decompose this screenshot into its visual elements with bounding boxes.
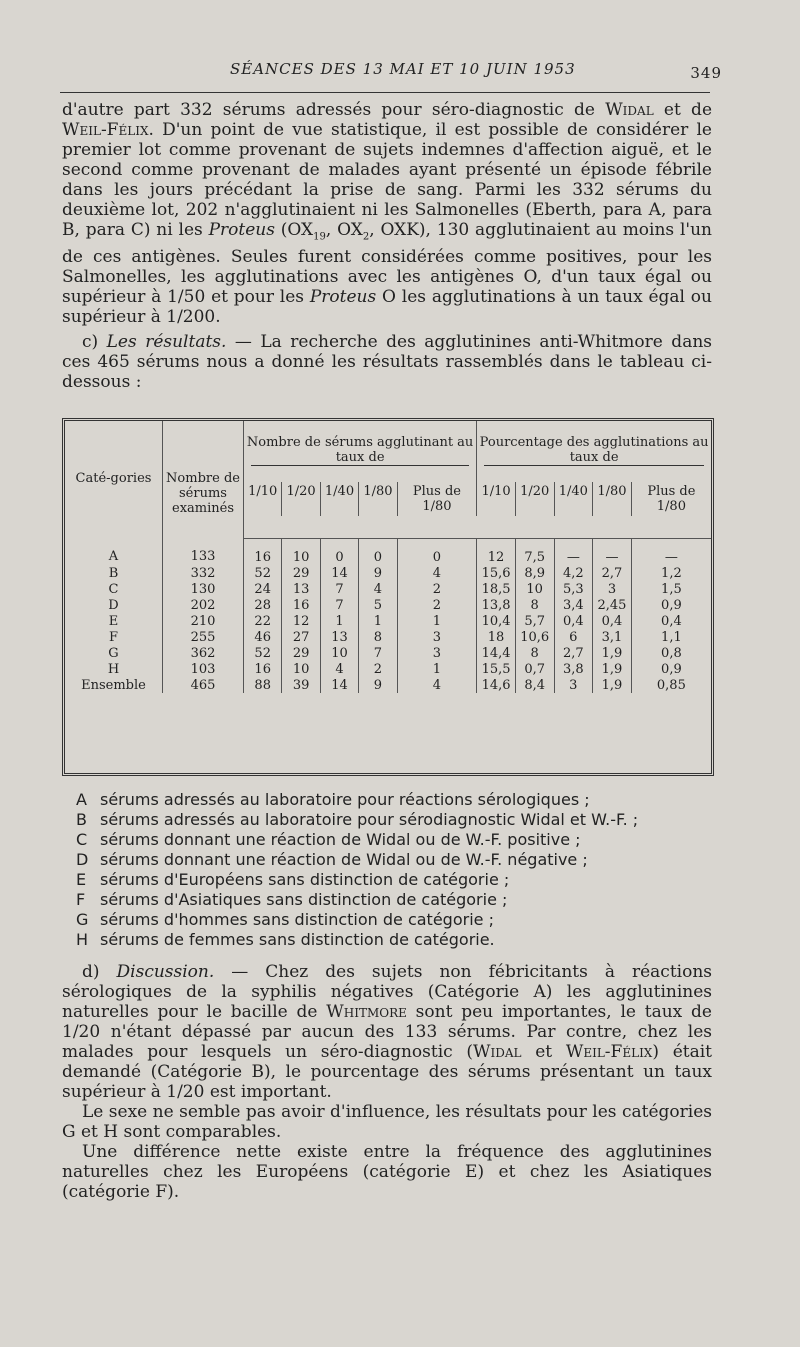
table-row <box>65 581 711 597</box>
percent-cell: 2,7 <box>554 645 593 661</box>
count-cell: 29 <box>282 565 320 581</box>
percent-cell: 10,4 <box>477 613 516 629</box>
proteus-name: Proteus <box>208 220 275 240</box>
table-row <box>65 613 711 629</box>
discussion-difference-paragraph: Une différence nette existe entre la fréquence des agglutinines naturelles chez les Européens (catégorie E) et chez les Asiatiques (catégorie F). <box>62 1142 712 1202</box>
percent-cell: 3,4 <box>554 597 593 613</box>
count-cell: 13 <box>282 581 320 597</box>
count-cell: 28 <box>244 597 282 613</box>
percent-cell: 18 <box>477 629 516 645</box>
count-cell: 27 <box>282 629 320 645</box>
percent-cell: 5,3 <box>554 581 593 597</box>
count-cell: 1 <box>397 661 477 677</box>
percent-cell: — <box>593 539 632 566</box>
count-cell: 10 <box>282 539 320 566</box>
count-cell: 10 <box>282 661 320 677</box>
percent-cell: 3 <box>554 677 593 693</box>
percent-cell: 10,6 <box>515 629 554 645</box>
percent-cell: 8 <box>515 597 554 613</box>
count-cell: 4 <box>397 565 477 581</box>
count-cell: 39 <box>282 677 320 693</box>
examined-cell: 202 <box>163 597 244 613</box>
header-percent-group-label: Pourcentage des agglutinations au taux de <box>479 435 709 465</box>
rate-header: Plus de 1/80 <box>397 482 477 516</box>
examined-cell: 133 <box>163 539 244 566</box>
count-cell: 2 <box>397 581 477 597</box>
count-cell: 88 <box>244 677 282 693</box>
header-count-group-label: Nombre de sérums agglutinant au taux de <box>246 435 474 465</box>
percent-cell: 0,9 <box>631 597 711 613</box>
count-cell: 52 <box>244 645 282 661</box>
percent-cell: 1,9 <box>593 645 632 661</box>
percent-cell: 10 <box>515 581 554 597</box>
percent-cell: 4,2 <box>554 565 593 581</box>
results-text: — La recherche des agglutinines anti-Whitmore dans ces 465 sérums nous a donné les résultats rassemblés dans le tableau ci-dessous : <box>62 332 712 392</box>
header-count-group <box>244 421 477 482</box>
examined-cell: 332 <box>163 565 244 581</box>
whitmore-name: Whitmore <box>326 1002 407 1022</box>
header-spacer <box>244 516 712 539</box>
examined-cell: 210 <box>163 613 244 629</box>
count-cell: 46 <box>244 629 282 645</box>
legend-letter: G <box>76 910 89 929</box>
examined-cell: 103 <box>163 661 244 677</box>
category-legend <box>76 790 716 950</box>
count-cell: 3 <box>397 629 477 645</box>
category-cell: E <box>108 613 119 629</box>
discussion-sex-paragraph: Le sexe ne semble pas avoir d'influence, les résultats pour les catégories G et H sont comparables. <box>62 1102 712 1142</box>
count-cell: 0 <box>359 539 397 566</box>
running-title: SÉANCES DES 13 MAI ET 10 JUIN 1953 <box>230 60 576 78</box>
percent-cell: 0,4 <box>554 613 593 629</box>
percent-cell: 6 <box>554 629 593 645</box>
results-table <box>65 421 711 693</box>
table-body <box>65 539 711 694</box>
count-cell: 16 <box>244 661 282 677</box>
legend-item <box>76 790 716 810</box>
legend-letter: B <box>76 810 87 829</box>
percent-cell: 13,8 <box>477 597 516 613</box>
legend-text: sérums donnant une réaction de Widal ou de W.-F. négative ; <box>100 850 588 869</box>
percent-group-brace <box>484 465 704 480</box>
category-cell: G <box>108 645 119 661</box>
count-cell: 12 <box>282 613 320 629</box>
table-row <box>65 565 711 581</box>
legend-item <box>76 910 716 930</box>
percent-cell: 2,7 <box>593 565 632 581</box>
count-cell: 0 <box>320 539 358 566</box>
legend-letter: E <box>76 870 87 889</box>
table-row <box>65 677 711 693</box>
legend-text: sérums d'hommes sans distinction de catégorie ; <box>100 910 494 929</box>
rate-header: Plus de 1/80 <box>631 482 711 516</box>
discussion-label: d) <box>82 962 117 982</box>
widal-name: Widal <box>473 1042 522 1062</box>
examined-cell: 362 <box>163 645 244 661</box>
count-cell: 4 <box>320 661 358 677</box>
discussion-text: ) était demandé (Catégorie B), le pourcentage des sérums présentant un taux supérieur à 1/20 est important. <box>62 1042 713 1102</box>
legend-letter: D <box>76 850 89 869</box>
percent-cell: 3,1 <box>593 629 632 645</box>
percent-cell: 14,4 <box>477 645 516 661</box>
percent-cell: 1,9 <box>593 661 632 677</box>
rate-header: 1/40 <box>554 482 593 516</box>
count-cell: 0 <box>397 539 477 566</box>
count-group-brace <box>251 465 469 480</box>
count-cell: 2 <box>359 661 397 677</box>
percent-cell: 0,9 <box>631 661 711 677</box>
count-cell: 9 <box>359 565 397 581</box>
count-cell: 8 <box>359 629 397 645</box>
percent-cell: 0,4 <box>593 613 632 629</box>
count-cell: 1 <box>359 613 397 629</box>
percent-cell: 5,7 <box>515 613 554 629</box>
discussion-text: et <box>521 1042 566 1062</box>
examined-cell: 255 <box>163 629 244 645</box>
table-row <box>65 661 711 677</box>
rate-header: 1/20 <box>515 482 554 516</box>
legend-text: sérums adressés au laboratoire pour sérodiagnostic Widal et W.-F. ; <box>100 810 639 829</box>
legend-item <box>76 810 716 830</box>
legend-text: sérums adressés au laboratoire pour réactions sérologiques ; <box>100 790 590 809</box>
percent-cell: 1,2 <box>631 565 711 581</box>
rate-header: 1/10 <box>244 482 282 516</box>
count-cell: 24 <box>244 581 282 597</box>
widal-name: Widal <box>605 100 654 120</box>
percent-cell: 8,4 <box>515 677 554 693</box>
ox19-subscript: 19 <box>313 231 326 243</box>
category-cell: H <box>107 661 120 677</box>
category-cell: Ensemble <box>81 677 146 693</box>
count-cell: 13 <box>320 629 358 645</box>
results-label: c) <box>82 332 107 352</box>
count-cell: 7 <box>320 597 358 613</box>
category-cell: A <box>108 549 119 565</box>
percent-cell: 8 <box>515 645 554 661</box>
percent-cell: 0,8 <box>631 645 711 661</box>
percent-cell: 0,7 <box>515 661 554 677</box>
percent-cell: — <box>631 539 711 566</box>
percent-cell: 18,5 <box>477 581 516 597</box>
intro-text: O les agglutinations à un taux égal ou supérieur à 1/200. <box>62 287 712 328</box>
rate-header: 1/20 <box>282 482 320 516</box>
percent-cell: 1,1 <box>631 629 711 645</box>
legend-item <box>76 870 716 890</box>
page-number: 349 <box>690 64 722 82</box>
table-row <box>65 597 711 613</box>
rate-header: 1/80 <box>593 482 632 516</box>
weil-felix-name: Weil-Félix <box>565 1042 653 1062</box>
intro-text: , OX <box>325 220 363 240</box>
count-cell: 1 <box>397 613 477 629</box>
intro-text: (OX <box>274 220 314 240</box>
count-cell: 9 <box>359 677 397 693</box>
percent-cell: 7,5 <box>515 539 554 566</box>
results-table-frame <box>62 418 714 776</box>
percent-cell: 0,4 <box>631 613 711 629</box>
count-cell: 16 <box>282 597 320 613</box>
discussion-text: — Chez des sujets non fébricitants à réactions sérologiques de la syphilis négatives (Catégorie A) les agglutinines naturelles pour le bacille de <box>62 962 713 1022</box>
results-paragraph <box>62 332 712 392</box>
percent-cell: 14,6 <box>477 677 516 693</box>
count-cell: 7 <box>320 581 358 597</box>
count-cell: 10 <box>320 645 358 661</box>
category-cell: B <box>108 565 119 581</box>
count-cell: 22 <box>244 613 282 629</box>
percent-cell: 3 <box>593 581 632 597</box>
count-cell: 2 <box>397 597 477 613</box>
count-cell: 4 <box>397 677 477 693</box>
examined-cell: 130 <box>163 581 244 597</box>
legend-text: sérums donnant une réaction de Widal ou de W.-F. positive ; <box>100 830 581 849</box>
header-rule <box>60 92 710 93</box>
count-cell: 14 <box>320 677 358 693</box>
percent-cell: 0,85 <box>631 677 711 693</box>
legend-letter: C <box>76 830 88 849</box>
count-cell: 5 <box>359 597 397 613</box>
table-row <box>65 539 711 566</box>
intro-paragraph <box>62 100 712 327</box>
discussion-text: sont peu importantes, le taux de 1/20 n'étant dépassé par aucun des 133 sérums. Par contre, chez les malades pour lesquels un séro-diagnostic ( <box>62 1002 712 1062</box>
rate-header: 1/10 <box>477 482 516 516</box>
legend-text: sérums de femmes sans distinction de catégorie. <box>100 930 495 949</box>
ox2-subscript: 2 <box>362 231 370 243</box>
count-cell: 3 <box>397 645 477 661</box>
legend-letter: A <box>76 790 87 809</box>
count-cell: 7 <box>359 645 397 661</box>
percent-cell: 1,9 <box>593 677 632 693</box>
category-cell: D <box>108 597 119 613</box>
count-cell: 16 <box>244 539 282 566</box>
category-cell: C <box>108 581 119 597</box>
intro-text: , OXK), 130 agglutinaient au moins l'un de ces antigènes. Seules furent considérées comme positives, pour les Salmonelles, les agglutinations avec les antigènes O, d'un taux égal ou supérieur à 1/50 et pour les <box>62 220 712 308</box>
table-row <box>65 629 711 645</box>
table-row <box>65 645 711 661</box>
intro-text: d'autre part 332 sérums adressés pour séro-diagnostic de <box>62 100 606 120</box>
legend-item <box>76 850 716 870</box>
proteus-name: Proteus <box>309 287 377 308</box>
header-percent-group <box>477 421 711 482</box>
percent-cell: 1,5 <box>631 581 711 597</box>
weil-felix-name: Weil-Félix <box>62 120 149 140</box>
legend-letter: H <box>76 930 89 949</box>
intro-text: et de <box>653 100 712 120</box>
results-heading: Les résultats. <box>106 332 227 352</box>
percent-cell: — <box>554 539 593 566</box>
header-categories: Caté-gories <box>75 471 152 486</box>
legend-letter: F <box>76 890 86 909</box>
intro-text: . D'un point de vue statistique, il est possible de considérer le premier lot comme provenant de sujets indemnes d'affection aiguë, et le second comme provenant de malades ayant présenté un épisode fébrile dans les jours précédant la prise de sang. Parmi les 332 sérums du deuxième lot, 202 n'agglutinaient ni les Salmonelles (Eberth, para A, para B, para C) ni les <box>62 120 712 240</box>
count-cell: 52 <box>244 565 282 581</box>
percent-cell: 15,6 <box>477 565 516 581</box>
percent-cell: 15,5 <box>477 661 516 677</box>
discussion-heading: Discussion. <box>116 962 215 982</box>
percent-cell: 12 <box>477 539 516 566</box>
percent-cell: 8,9 <box>515 565 554 581</box>
rate-header: 1/40 <box>320 482 358 516</box>
legend-item <box>76 830 716 850</box>
legend-item <box>76 890 716 910</box>
count-cell: 29 <box>282 645 320 661</box>
rate-header: 1/80 <box>359 482 397 516</box>
legend-item <box>76 930 716 950</box>
legend-text: sérums d'Asiatiques sans distinction de catégorie ; <box>100 890 508 909</box>
header-examined: Nombre de sérums examinés <box>163 421 244 539</box>
percent-cell: 2,45 <box>593 597 632 613</box>
count-cell: 1 <box>320 613 358 629</box>
percent-cell: 3,8 <box>554 661 593 677</box>
count-cell: 4 <box>359 581 397 597</box>
count-cell: 14 <box>320 565 358 581</box>
legend-text: sérums d'Européens sans distinction de catégorie ; <box>100 870 510 889</box>
examined-cell: 465 <box>163 677 244 693</box>
category-cell: F <box>108 629 119 645</box>
discussion-paragraph <box>62 962 712 1202</box>
